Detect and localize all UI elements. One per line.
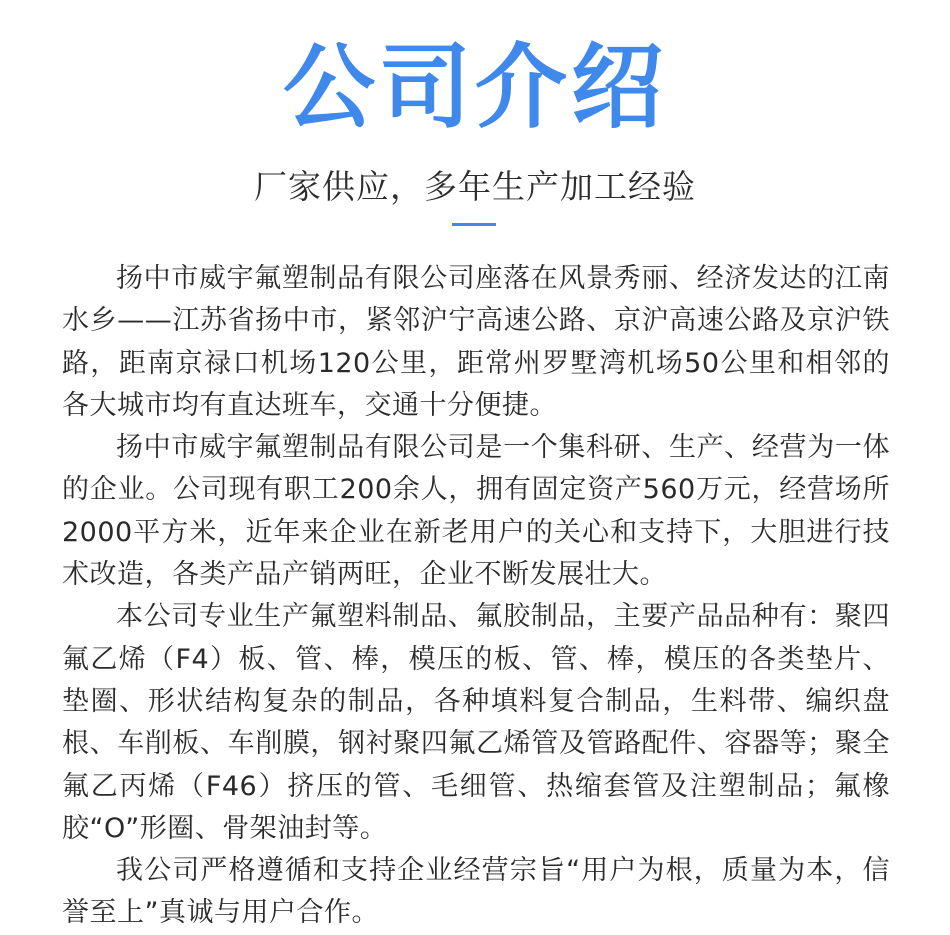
intro-paragraph-motto: 我公司严格遵循和支持企业经营宗旨“用户为根，质量为本，信誉至上”真诚与用户合作。 [62, 855, 890, 929]
page-subtitle: 厂家供应，多年生产加工经验 [254, 167, 696, 206]
intro-paragraph-company-scale: 扬中市威宇氟塑制品有限公司是一个集科研、生产、经营为一体的企业。公司现有职工200余人，拥有固定资产560万元，经营场所2000平方米，近年来企业在新老用户的关心和支持下，大胆进行技术改造，各类产品产销两旺，企业不断发展壮大。 [62, 432, 890, 591]
intro-body [62, 258, 890, 935]
intro-paragraph-location: 扬中市威宇氟塑制品有限公司座落在风景秀丽、经济发达的江南水乡——江苏省扬中市，紧邻沪宁高速公路、京沪高速公路及京沪铁路，距南京禄口机场120公里，距常州罗墅湾机场50公里和相邻的各大城市均有直达班车，交通十分便捷。 [62, 263, 890, 421]
intro-paragraph-products: 本公司专业生产氟塑料制品、氟胶制品，主要产品品种有：聚四氟乙烯（F4）板、管、棒，模压的板、管、棒，模压的各类垫片、垫圈、形状结构复杂的制品，各种填料复合制品，生料带、编织盘根、车削板、车削膜，钢衬聚四氟乙烯管及管路配件、容器等；聚全氟乙丙烯（F46）挤压的管、毛细管、热缩套管及注塑制品；氟橡胶“O”形圈、骨架油封等。 [62, 601, 890, 844]
page-title: 公司介绍 [282, 34, 667, 141]
title-divider [452, 223, 496, 226]
